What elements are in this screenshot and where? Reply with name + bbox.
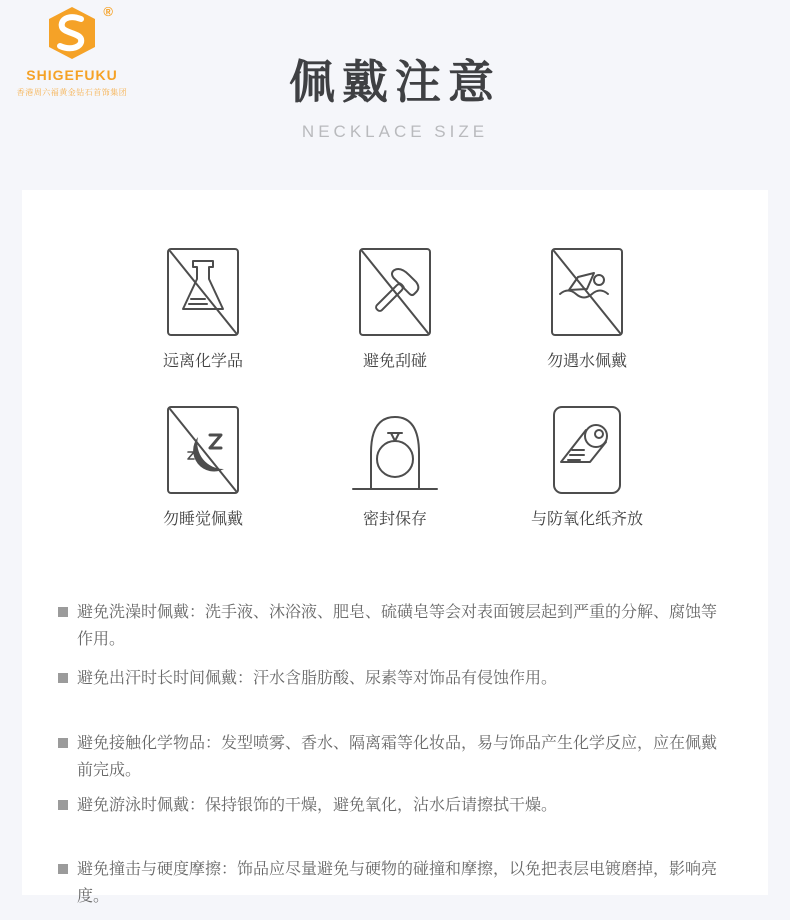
header: [0, 0, 790, 190]
care-item-paper: [491, 403, 683, 529]
care-note-text: 避免出汗时长时间佩戴：汗水含脂肪酸、尿素等对饰品有侵蚀作用。: [77, 670, 558, 687]
care-item-label: 避免刮碰: [362, 353, 427, 370]
brand-logo: [12, 6, 132, 98]
care-item-label: 与防氧化纸齐放: [530, 511, 643, 528]
no-sleep-icon: [166, 405, 240, 495]
care-icon-grid: [22, 190, 768, 529]
bullet-square-icon: [58, 607, 68, 617]
care-item-label: 密封保存: [362, 511, 427, 528]
bullet-square-icon: [58, 738, 68, 748]
care-card: [22, 190, 768, 905]
page-title: 佩戴注意: [289, 56, 501, 108]
hexagon-s-logo-icon: [47, 6, 97, 60]
bullet-square-icon: [58, 864, 68, 874]
care-note-text: 避免撞击与硬度摩擦：饰品应尽量避免与硬物的碰撞和摩擦，以免把表层电镀磨掉，影响亮度。: [77, 861, 718, 905]
care-item-scratch: [299, 245, 491, 371]
no-scratch-icon: [358, 247, 432, 337]
care-note: [58, 665, 732, 692]
care-note: [58, 792, 732, 819]
care-note-text: 避免游泳时佩戴：保持银饰的干燥，避免氧化，沾水后请擦拭干燥。: [77, 797, 558, 814]
care-note: [58, 856, 732, 910]
care-notes-list: [22, 599, 768, 910]
care-note: [58, 599, 732, 653]
bullet-square-icon: [58, 673, 68, 683]
sealed-storage-icon: [347, 405, 443, 495]
anti-oxidation-paper-icon: [550, 405, 624, 495]
care-item-water: [491, 245, 683, 371]
care-note-text: 避免接触化学物品：发型喷雾、香水、隔离霜等化妆品，易与饰品产生化学反应，应在佩戴前完成。: [77, 735, 718, 779]
care-item-label: 远离化学品: [162, 353, 243, 370]
page-subtitle: NECKLACE SIZE: [301, 122, 489, 141]
care-item-label: 勿遇水佩戴: [546, 353, 627, 370]
no-water-icon: [550, 247, 624, 337]
care-note-text: 避免洗澡时佩戴：洗手液、沐浴液、肥皂、硫磺皂等会对表面镀层起到严重的分解、腐蚀等作用。: [77, 604, 718, 648]
care-item-sleep: [107, 403, 299, 529]
care-item-sealed: [299, 403, 491, 529]
no-chemicals-icon: [166, 247, 240, 337]
care-item-label: 勿睡觉佩戴: [162, 511, 243, 528]
care-item-chemicals: [107, 245, 299, 371]
brand-name: SHIGEFUKU: [26, 67, 118, 83]
bullet-square-icon: [58, 800, 68, 810]
care-note: [58, 730, 732, 784]
registered-trademark-icon: ®: [103, 4, 113, 19]
brand-tagline: 香港周六福黄金钻石首饰集团: [16, 88, 128, 97]
